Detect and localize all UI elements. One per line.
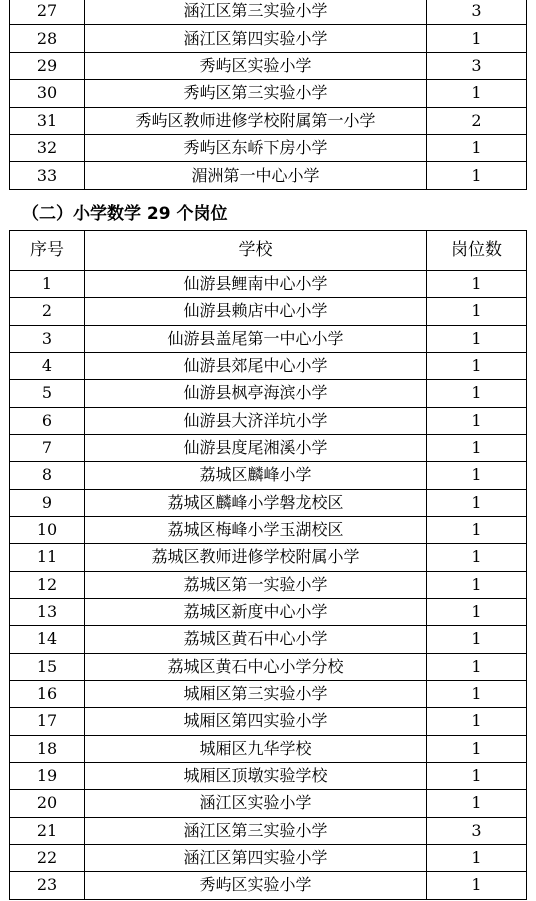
cell-school: 荔城区教师进修学校附属小学 — [85, 544, 427, 571]
cell-no: 23 — [10, 872, 85, 899]
table-row — [10, 52, 527, 79]
table-row — [10, 25, 527, 52]
table-row — [10, 653, 527, 680]
header-count: 岗位数 — [427, 231, 527, 271]
cell-no: 13 — [10, 598, 85, 625]
section-title: （二）小学数学 29 个岗位 — [22, 204, 228, 224]
cell-school: 秀屿区东峤下房小学 — [85, 134, 427, 161]
cell-count: 1 — [427, 352, 527, 379]
cell-school: 涵江区第四实验小学 — [85, 844, 427, 871]
cell-school: 秀屿区第三实验小学 — [85, 80, 427, 107]
cell-no: 11 — [10, 544, 85, 571]
table-row — [10, 680, 527, 707]
cell-school: 仙游县赖店中心小学 — [85, 298, 427, 325]
cell-no: 1 — [10, 271, 85, 298]
table-row — [10, 489, 527, 516]
cell-school: 仙游县大济洋坑小学 — [85, 407, 427, 434]
cell-count: 1 — [427, 80, 527, 107]
cell-school: 荔城区黄石中心小学分校 — [85, 653, 427, 680]
table-row — [10, 762, 527, 789]
cell-school: 湄洲第一中心小学 — [85, 162, 427, 189]
table-row — [10, 516, 527, 543]
cell-count: 1 — [427, 544, 527, 571]
cell-school: 涵江区第三实验小学 — [85, 0, 427, 25]
cell-count: 1 — [427, 298, 527, 325]
table-row — [10, 298, 527, 325]
table-row — [10, 844, 527, 871]
cell-count: 1 — [427, 25, 527, 52]
cell-no: 12 — [10, 571, 85, 598]
table-row — [10, 735, 527, 762]
cell-count: 1 — [427, 790, 527, 817]
cell-count: 1 — [427, 844, 527, 871]
cell-no: 4 — [10, 352, 85, 379]
cell-school: 仙游县鲤南中心小学 — [85, 271, 427, 298]
cell-count: 1 — [427, 516, 527, 543]
cell-school: 仙游县郊尾中心小学 — [85, 352, 427, 379]
table-row — [10, 80, 527, 107]
table-row — [10, 598, 527, 625]
cell-school: 仙游县度尾湘溪小学 — [85, 434, 427, 461]
cell-school: 城厢区第三实验小学 — [85, 680, 427, 707]
cell-no: 27 — [10, 0, 85, 25]
cell-no: 19 — [10, 762, 85, 789]
cell-no: 21 — [10, 817, 85, 844]
table-row — [10, 872, 527, 899]
cell-no: 14 — [10, 626, 85, 653]
cell-no: 2 — [10, 298, 85, 325]
cell-school: 荔城区黄石中心小学 — [85, 626, 427, 653]
cell-count: 1 — [427, 571, 527, 598]
cell-school: 仙游县盖尾第一中心小学 — [85, 325, 427, 352]
cell-no: 33 — [10, 162, 85, 189]
cell-no: 30 — [10, 80, 85, 107]
cell-school: 荔城区第一实验小学 — [85, 571, 427, 598]
cell-school: 城厢区顶墩实验学校 — [85, 762, 427, 789]
cell-no: 10 — [10, 516, 85, 543]
cell-count: 1 — [427, 380, 527, 407]
table-row — [10, 380, 527, 407]
cell-count: 1 — [427, 325, 527, 352]
cell-count: 3 — [427, 0, 527, 25]
table-row — [10, 271, 527, 298]
cell-count: 1 — [427, 735, 527, 762]
table-row — [10, 544, 527, 571]
cell-no: 28 — [10, 25, 85, 52]
cell-no: 29 — [10, 52, 85, 79]
cell-school: 秀屿区实验小学 — [85, 52, 427, 79]
cell-count: 1 — [427, 134, 527, 161]
table-row — [10, 352, 527, 379]
cell-school: 秀屿区实验小学 — [85, 872, 427, 899]
cell-count: 2 — [427, 107, 527, 134]
table-row — [10, 162, 527, 189]
cell-count: 1 — [427, 462, 527, 489]
cell-count: 1 — [427, 626, 527, 653]
cell-no: 16 — [10, 680, 85, 707]
cell-count: 1 — [427, 598, 527, 625]
cell-count: 1 — [427, 653, 527, 680]
cell-count: 1 — [427, 162, 527, 189]
table-row — [10, 434, 527, 461]
cell-count: 1 — [427, 407, 527, 434]
cell-school: 荔城区新度中心小学 — [85, 598, 427, 625]
table-row — [10, 0, 527, 25]
cell-count: 3 — [427, 52, 527, 79]
positions-table-continued — [9, 0, 527, 190]
cell-no: 7 — [10, 434, 85, 461]
cell-no: 6 — [10, 407, 85, 434]
cell-school: 涵江区第四实验小学 — [85, 25, 427, 52]
cell-count: 1 — [427, 489, 527, 516]
cell-school: 荔城区梅峰小学玉湖校区 — [85, 516, 427, 543]
cell-no: 22 — [10, 844, 85, 871]
cell-count: 1 — [427, 872, 527, 899]
table-row — [10, 626, 527, 653]
table-row — [10, 790, 527, 817]
cell-no: 20 — [10, 790, 85, 817]
cell-no: 5 — [10, 380, 85, 407]
table-row — [10, 134, 527, 161]
table-header-row — [10, 231, 527, 271]
cell-no: 31 — [10, 107, 85, 134]
header-school: 学校 — [85, 231, 427, 271]
cell-no: 18 — [10, 735, 85, 762]
cell-school: 城厢区第四实验小学 — [85, 708, 427, 735]
table-row — [10, 817, 527, 844]
cell-count: 1 — [427, 708, 527, 735]
cell-count: 1 — [427, 434, 527, 461]
table-row — [10, 708, 527, 735]
table-row — [10, 407, 527, 434]
table-row — [10, 462, 527, 489]
table-row — [10, 107, 527, 134]
cell-count: 1 — [427, 271, 527, 298]
header-no: 序号 — [10, 231, 85, 271]
cell-school: 涵江区实验小学 — [85, 790, 427, 817]
cell-school: 秀屿区教师进修学校附属第一小学 — [85, 107, 427, 134]
cell-no: 17 — [10, 708, 85, 735]
table-row — [10, 325, 527, 352]
cell-school: 城厢区九华学校 — [85, 735, 427, 762]
cell-school: 仙游县枫亭海滨小学 — [85, 380, 427, 407]
cell-count: 1 — [427, 680, 527, 707]
cell-no: 8 — [10, 462, 85, 489]
cell-count: 1 — [427, 762, 527, 789]
table-row — [10, 571, 527, 598]
cell-school: 涵江区第三实验小学 — [85, 817, 427, 844]
cell-no: 3 — [10, 325, 85, 352]
cell-school: 荔城区麟峰小学磐龙校区 — [85, 489, 427, 516]
cell-school: 荔城区麟峰小学 — [85, 462, 427, 489]
cell-no: 9 — [10, 489, 85, 516]
cell-count: 3 — [427, 817, 527, 844]
math-positions-table — [9, 230, 527, 900]
cell-no: 15 — [10, 653, 85, 680]
cell-no: 32 — [10, 134, 85, 161]
